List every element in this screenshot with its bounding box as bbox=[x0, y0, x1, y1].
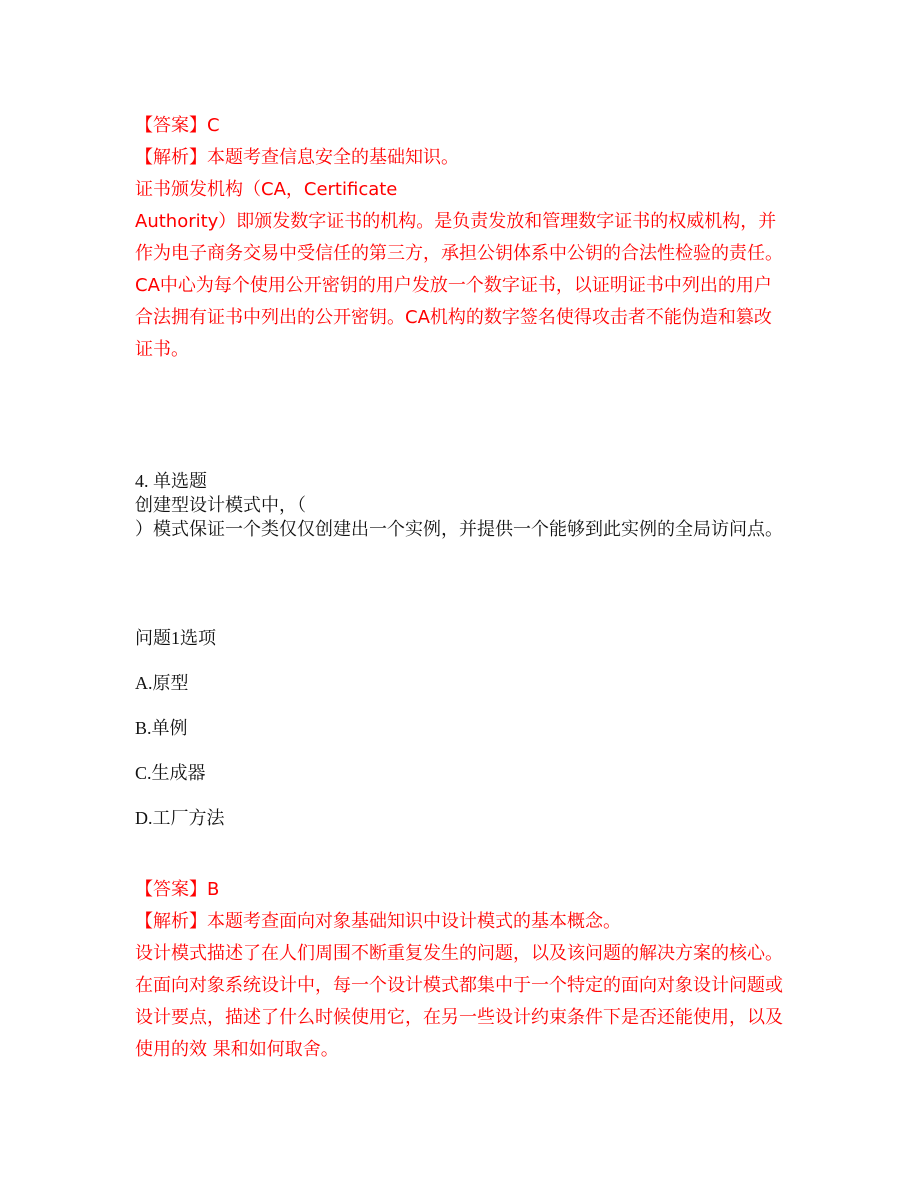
explanation-line: Authority）即颁发数字证书的机构。是负责发放和管理数字证书的权威机构，并 bbox=[135, 211, 777, 232]
explanation-line: 证书颁发机构（CA，Certificate bbox=[135, 179, 398, 200]
option-c: C.生成器 bbox=[135, 763, 206, 783]
analysis-label: 【解析】本题考查信息安全的基础知识。 bbox=[135, 147, 459, 168]
options-block bbox=[135, 626, 795, 851]
analysis-label: 【解析】本题考查面向对象基础知识中设计模式的基本概念。 bbox=[135, 911, 621, 932]
option-a: A.原型 bbox=[135, 673, 189, 693]
explanation-line: 设计模式描述了在人们周围不断重复发生的问题，以及该问题的解决方案的核心。 bbox=[135, 943, 783, 964]
question-text-line: ）模式保证一个类仅仅创建出一个实例，并提供一个能够到此实例的全局访问点。 bbox=[135, 519, 783, 539]
question-text-line: 创建型设计模式中，（ bbox=[135, 495, 306, 515]
options-header: 问题1选项 bbox=[135, 628, 216, 648]
explanation-line: 在面向对象系统设计中，每一个设计模式都集中于一个特定的面向对象设计问题或 bbox=[135, 975, 783, 996]
explanation-line: CA中心为每个使用公开密钥的用户发放一个数字证书，以证明证书中列出的用户 bbox=[135, 275, 772, 296]
answer-label: 【答案】B bbox=[135, 879, 220, 900]
answer-block-2 bbox=[135, 874, 795, 1066]
answer-label: 【答案】C bbox=[135, 115, 220, 136]
explanation-line: 合法拥有证书中列出的公开密钥。CA机构的数字签名使得攻击者不能伪造和篡改 bbox=[135, 307, 772, 328]
explanation-line: 使用的效 果和如何取舍。 bbox=[135, 1039, 339, 1060]
option-d: D.工厂方法 bbox=[135, 808, 225, 828]
explanation-line: 证书。 bbox=[135, 339, 189, 360]
explanation-line: 设计要点，描述了什么时候使用它，在另一些设计约束条件下是否还能使用，以及 bbox=[135, 1007, 783, 1028]
question-block bbox=[135, 469, 795, 541]
explanation-line: 作为电子商务交易中受信任的第三方，承担公钥体系中公钥的合法性检验的责任。 bbox=[135, 243, 783, 264]
question-number: 4. 单选题 bbox=[135, 471, 207, 491]
answer-block-1 bbox=[135, 110, 795, 366]
option-b: B.单例 bbox=[135, 718, 188, 738]
